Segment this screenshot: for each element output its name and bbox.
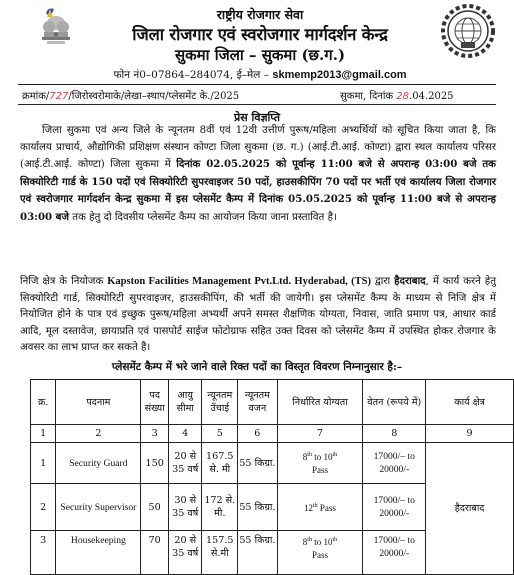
- contact-phone: फोन नं0–07864–284074, ई–मेल –: [113, 69, 269, 81]
- table-number-row: [31, 425, 514, 443]
- header-divider: [18, 84, 496, 85]
- col-number: 7: [277, 425, 363, 443]
- col-number: 4: [169, 425, 202, 443]
- header-district: सुकमा जिला – सुकमा (छ.ग.): [174, 46, 346, 64]
- cell-count: 70: [141, 531, 169, 575]
- table-row: [31, 443, 514, 484]
- cell-salary: 17000/– to 20000/-: [363, 484, 426, 531]
- employment-service-logo-icon: [441, 4, 495, 58]
- cell-post: Housekeeping: [56, 531, 141, 575]
- cell-height: 157.5 से.मी: [202, 531, 238, 575]
- table-header-row: [31, 380, 514, 425]
- header-contact: [80, 68, 440, 82]
- cell-post: Security Supervisor: [56, 484, 141, 531]
- col-header-salary: वेतन (रूपये में): [363, 380, 426, 425]
- col-header-count: पद संख्या: [141, 380, 169, 425]
- cell-age: 30 से 35 वर्ष: [169, 484, 202, 531]
- paragraph-announcement: जिला सुकमा एवं अन्य जिले के न्यूनतम 8वीं एवं 12वी उत्तीर्ण पुरूष/महिला अभ्यर्थियों को सूचित किया जाता है, कि कार्यालय प्राचार्य, औद्योगिकी प्रशिक्षण संस्थान कोण्टा जिला सुकमा (छ. ग.) (आई.टी.आई. कोण्टा) द्वारा स्थल कार्यालय परिसर (आई.टी.आई. कोण्टा) जिला सुकमा में दिनांक 02.05.2025 को पूर्वान्ह 11:00 बजे से अपरान्ह 03:00 बजे तक सिक्योरिटी गार्ड के 150 पदों एवं सिक्योरिटी सुपरवाइजर 50 पदों, हाउसकीपिंग 70 पदों पर भर्ती एवं कार्यालय जिला रोजगार एवं स्वरोजगार मार्गदर्शन केन्द्र सुकमा में इस प्लेसमेंट कैम्प में दिनांक 05.05.2025 को पूर्वान्ह 11:00 बजे से अपरान्ह 03:00 बजे तक हेतु दो दिवसीय प्लेसमेंट कैम्प का आयोजन किया जाना प्रस्तावित है।: [20, 125, 496, 223]
- contact-email[interactable]: skmemp2013@gmail.com: [272, 69, 407, 81]
- header-office-name: जिला रोजगार एवं स्वरोजगार मार्गदर्शन केन्द्र: [132, 25, 388, 44]
- cell-qualification: 8th to 10th Pass: [277, 531, 363, 575]
- col-number: 3: [141, 425, 169, 443]
- col-header-work-area: कार्य क्षेत्र: [426, 380, 514, 425]
- reference-divider: [18, 104, 496, 105]
- cell-height: 167.5 से. मी: [202, 443, 238, 484]
- col-number: 6: [238, 425, 277, 443]
- col-header-post: पदनाम: [56, 380, 141, 425]
- col-header-sno: क्र.: [31, 380, 56, 425]
- reference-date: सुकमा, दिनांक 28.04.2025: [340, 91, 454, 102]
- handwritten-day: 28: [396, 91, 410, 102]
- company-name: Kapston Facilities Management Pvt.Ltd. Hyderabad, (TS): [107, 276, 371, 287]
- col-header-qualification: निर्धारित योग्यता: [277, 380, 363, 425]
- cell-weight: 55 किग्रा.: [238, 531, 277, 575]
- col-number: 8: [363, 425, 426, 443]
- col-header-weight: न्यूनतम वजन: [238, 380, 277, 425]
- handwritten-number: 727: [49, 91, 69, 102]
- cell-count: 150: [141, 443, 169, 484]
- col-header-age: आयु सीमा: [169, 380, 202, 425]
- job-city: हैदराबाद: [394, 275, 426, 287]
- cell-salary: 17000/– to 20000/-: [363, 531, 426, 575]
- header-service-name: राष्ट्रीय रोजगार सेवा: [216, 7, 304, 22]
- cell-age: 20 से 35 वर्ष: [169, 531, 202, 575]
- col-number: 1: [31, 425, 56, 443]
- cell-age: 20 से 35 वर्ष: [169, 443, 202, 484]
- camp-schedule: दिनांक 02.05.2025 को पूर्वान्ह 11:00 बजे से अपरान्ह 03:00 बजे तक सिक्योरिटी गार्ड के 150 पदों एवं सिक्योरिटी सुपरवाइजर 50 पदों, हाउसकीपिंग 70 पदों पर भर्ती एवं कार्यालय जिला रोजगार एवं स्वरोजगार मार्गदर्शन केन्द्र सुकमा में इस प्लेसमेंट कैम्प में दिनांक 05.05.2025 को पूर्वान्ह 11:00 बजे से अपरान्ह 03:00 बजे: [20, 158, 496, 223]
- col-number: 5: [202, 425, 238, 443]
- cell-salary: 17000/– to 20000/-: [363, 443, 426, 484]
- cell-qualification: 12th Pass: [277, 484, 363, 531]
- cell-sno: 3: [31, 531, 56, 575]
- national-emblem-icon: [30, 5, 82, 61]
- col-header-height: न्यूनतम उँचाई: [202, 380, 238, 425]
- cell-sno: 1: [31, 443, 56, 484]
- cell-work-area: हैदराबाद: [426, 443, 514, 575]
- cell-sno: 2: [31, 484, 56, 531]
- cell-height: 172 से. मी.: [202, 484, 238, 531]
- cell-count: 50: [141, 484, 169, 531]
- table-title: प्लेसमेंट कैम्प में भरे जाने वाले रिक्त पदों का विस्तृत विवरण निम्नानुसार है:–: [111, 361, 403, 373]
- cell-qualification: 8th to 10th Pass: [277, 443, 363, 484]
- cell-weight: 55 किग्रा.: [238, 443, 277, 484]
- paragraph-employer: निजि क्षेत्र के नियोजक Kapston Facilities Management Pvt.Ltd. Hyderabad, (TS) द्वारा हैदराबाद, में कार्य करने हेतु सिक्योरिटी गार्ड, सिक्योरिटी सुपरवाइजर, हाउसकीपिंग, की भर्ती की जायेगी। इस प्लेसमेंट कैम्प के माध्यम से निजि क्षेत्र में नियोजित होने के पात्र एवं इच्छुक पुरूष/महिला अभ्यर्थी अपने समस्त शैक्षणिक योग्यता, निवास, जाति प्रमाण पत्र, आधार कार्ड आदि, मूल दस्तावेज, छायाप्रति एवं पासपोर्ट साईज फोटोग्राफ सहित उक्त दिवस को प्लेसमेंट कैम्प में उपस्थित होकर रोजगार के अवसर का लाभ प्राप्त कर सकते है।: [20, 275, 497, 354]
- col-number: 2: [56, 425, 141, 443]
- cell-weight: 55 किग्रा.: [238, 484, 277, 531]
- reference-number: क्रमांक/727/जिरोस्वरोमाके/लेखा–स्थाप/प्लेसमेंट के./2025: [22, 91, 240, 102]
- vacancy-table: [30, 379, 514, 575]
- press-release-title: प्रेस विज्ञप्ति: [233, 111, 281, 124]
- col-number: 9: [426, 425, 514, 443]
- cell-post: Security Guard: [56, 443, 141, 484]
